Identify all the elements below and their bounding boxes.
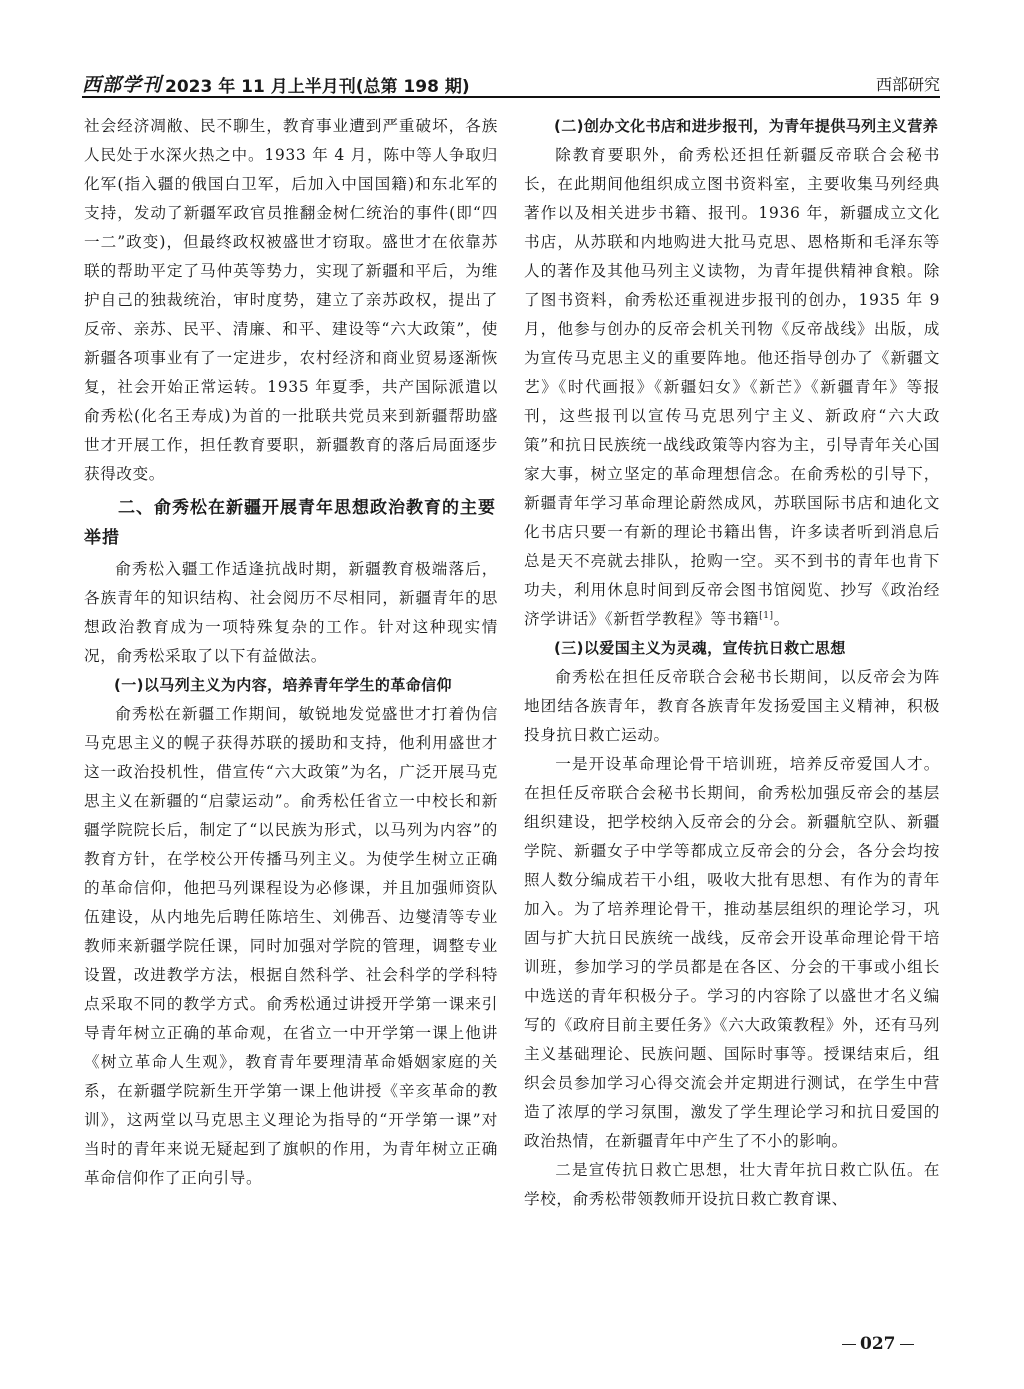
page-number	[838, 1334, 918, 1354]
journal-section: 西部研究	[875, 75, 940, 94]
subsection-heading: (三)以爱国主义为灵魂，宣传抗日救亡思想	[554, 639, 846, 657]
left-column	[84, 112, 498, 1193]
dash-left	[842, 1344, 856, 1345]
paragraph	[524, 141, 940, 634]
paragraph-end: 。	[773, 610, 790, 628]
paragraph: 社会经济凋敝、民不聊生，教育事业遭到严重破坏，各族人民处于水深火热之中。1933 年 4 月，陈中等人争取归化军(指入疆的俄国白卫军，后加入中国国籍)和东北军的支持，发动了新疆军政官员推翻金树仁统治的事件(即“四一二”政变)，但最终政权被盛世才窃取。盛世才在依靠苏联的帮助平定了马仲英等势力，实现了新疆和平后，为维护自己的独裁统治，审时度势，建立了亲苏政权，提出了反帝、亲苏、民平、清廉、和平、建设等“六大政策”，使新疆各项事业有了一定进步，农村经济和商业贸易逐渐恢复，社会开始正常运转。1935 年夏季，共产国际派遣以俞秀松(化名王寿成)为首的一批联共党员来到新疆帮助盛世才开展工作，担任教育要职，新疆教育的落后局面逐步获得改变。	[84, 117, 498, 483]
journal-logo: 西部学刊	[82, 74, 163, 96]
page-number-text: 027	[860, 1334, 896, 1354]
section-heading: 二、俞秀松在新疆开展青年思想政治教育的主要举措	[84, 498, 496, 548]
journal-issue: 2023 年 11 月上半月刊(总第 198 期)	[165, 77, 470, 97]
paragraph: 俞秀松入疆工作适逢抗战时期，新疆教育极端落后，各族青年的知识结构、社会阅历不尽相同，新疆青年的思想政治教育成为一项特殊复杂的工作。针对这种现实情况，俞秀松采取了以下有益做法。	[84, 560, 498, 665]
paragraph: 俞秀松在担任反帝联合会秘书长期间，以反帝会为阵地团结各族青年，教育各族青年发扬爱国主义精神，积极投身抗日救亡运动。	[524, 668, 940, 744]
citation-ref[interactable]: [1]	[759, 610, 774, 621]
dash-right	[900, 1344, 914, 1345]
paragraph: 俞秀松在新疆工作期间，敏锐地发觉盛世才打着伪信马克思主义的幌子获得苏联的援助和支持，他利用盛世才这一政治投机性，借宣传“六大政策”为名，广泛开展马克思主义在新疆的“启蒙运动”。俞秀松任省立一中校长和新疆学院院长后，制定了“以民族为形式，以马列为内容”的教育方针，在学校公开传播马列主义。为使学生树立正确的革命信仰，他把马列课程设为必修课，并且加强师资队伍建设，从内地先后聘任陈培生、刘佛吾、边燮清等专业教师来新疆学院任课，同时加强对学院的管理，调整专业设置，改进教学方法，根据自然科学、社会科学的学科特点采取不同的教学方式。俞秀松通过讲授开学第一课来引导青年树立正确的革命观，在省立一中开学第一课上他讲《树立革命人生观》，教育青年要理清革命婚姻家庭的关系，在新疆学院新生开学第一课上他讲授《辛亥革命的教训》，这两堂以马克思主义理论为指导的“开学第一课”对当时的青年来说无疑起到了旗帜的作用，为青年树立正确革命信仰作了正向引导。	[84, 705, 498, 1187]
paragraph: 一是开设革命理论骨干培训班，培养反帝爱国人才。在担任反帝联合会秘书长期间，俞秀松加强反帝会的基层组织建设，把学校纳入反帝会的分会。新疆航空队、新疆学院、新疆女子中学等都成立反帝会的分会，各分会均按照人数分编成若干小组，吸收大批有思想、有作为的青年加入。为了培养理论骨干，推动基层组织的理论学习，巩固与扩大抗日民族统一战线，反帝会开设革命理论骨干培训班，参加学习的学员都是在各区、分会的干事或小组长中选送的青年积极分子。学习的内容除了以盛世才名义编写的《政府目前主要任务》《六大政策教程》外，还有马列主义基础理论、民族问题、国际时事等。授课结束后，组织会员参加学习心得交流会并定期进行测试，在学生中营造了浓厚的学习氛围，激发了学生理论学习和抗日爱国的政治热情，在新疆青年中产生了不小的影响。	[524, 755, 940, 1150]
page-header	[82, 68, 940, 98]
paragraph: 二是宣传抗日救亡思想，壮大青年抗日救亡队伍。在学校，俞秀松带领教师开设抗日救亡教育课、	[524, 1161, 940, 1208]
right-column	[524, 112, 940, 1214]
subsection-heading: (一)以马列主义为内容，培养青年学生的革命信仰	[114, 676, 452, 694]
subsection-heading: (二)创办文化书店和进步报刊，为青年提供马列主义营养	[554, 117, 939, 135]
paragraph-text: 除教育要职外，俞秀松还担任新疆反帝联合会秘书长，在此期间他组织成立图书资料室，主要收集马列经典著作以及相关进步书籍、报刊。1936 年，新疆成立文化书店，从苏联和内地购进大批马克思、恩格斯和毛泽东等人的著作及其他马列主义读物，为青年提供精神食粮。除了图书资料，俞秀松还重视进步报刊的创办，1935 年 9 月，他参与创办的反帝会机关刊物《反帝战线》出版，成为宣传马克思主义的重要阵地。他还指导创办了《新疆文艺》《时代画报》《新疆妇女》《新芒》《新疆青年》等报刊，这些报刊以宣传马克思列宁主义、新政府“六大政策”和抗日民族统一战线政策等内容为主，引导青年关心国家大事，树立坚定的革命理想信念。在俞秀松的引导下，新疆青年学习革命理论蔚然成风，苏联国际书店和迪化文化书店只要一有新的理论书籍出售，许多读者听到消息后总是天不亮就去排队，抢购一空。买不到书的青年也肯下功夫，利用休息时间到反帝会图书馆阅览、抄写《政治经济学讲话》《新哲学教程》等书籍	[524, 146, 940, 628]
